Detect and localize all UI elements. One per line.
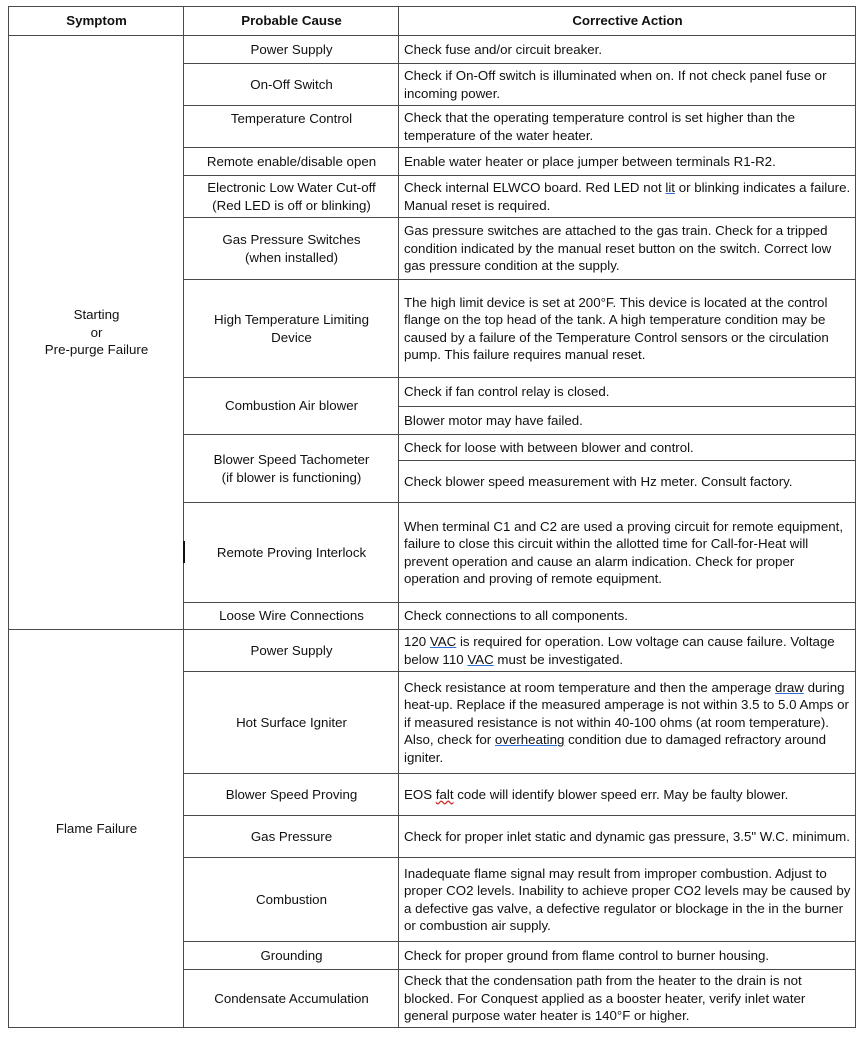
action-cell: Check if On-Off switch is illuminated when on. If not check panel fuse or incoming power. bbox=[399, 64, 856, 106]
cause-cell bbox=[184, 218, 399, 280]
action-cell: Check that the condensation path from the heater to the drain is not blocked. For Conquest applied as a booster heater, verify inlet water general purpose water heater is 140°F or higher. bbox=[399, 970, 856, 1028]
action-text: must be investigated. bbox=[493, 651, 624, 667]
symptom-line: Pre-purge Failure bbox=[44, 342, 149, 358]
action-cell: Gas pressure switches are attached to the gas train. Check for a tripped condition indicated by the manual reset button on the switch. Correct low gas pressure condition at the supply. bbox=[399, 218, 856, 280]
action-cell: Check fuse and/or circuit breaker. bbox=[399, 36, 856, 64]
cause-line: Electronic Low Water Cut-off bbox=[207, 180, 376, 195]
action-cell bbox=[399, 176, 856, 218]
spellcheck-word: VAC bbox=[467, 651, 494, 667]
spellcheck-word: overheating bbox=[494, 732, 565, 748]
cause-cell: Gas Pressure bbox=[184, 816, 399, 858]
action-text: Check resistance at room temperature and then the amperage bbox=[404, 679, 776, 695]
action-text: EOS bbox=[404, 786, 436, 802]
action-cell: Inadequate flame signal may result from improper combustion. Adjust to proper CO2 levels. Inability to achieve proper CO2 levels may be caused by a defective gas valve, a defective regulator or blockage in the in the burner or combustion air supply. bbox=[399, 858, 856, 942]
cause-cell: On-Off Switch bbox=[184, 64, 399, 106]
cause-cell: Condensate Accumulation bbox=[184, 970, 399, 1028]
cause-cell: Combustion Air blower bbox=[184, 378, 399, 435]
header-probable-cause: Probable Cause bbox=[184, 7, 399, 36]
spellcheck-word: draw bbox=[775, 679, 804, 695]
spellcheck-word: VAC bbox=[429, 634, 457, 649]
cause-cell: Combustion bbox=[184, 858, 399, 942]
spellcheck-word: lit bbox=[665, 180, 675, 195]
cause-cell: Power Supply bbox=[184, 630, 399, 672]
symptom-line: Starting bbox=[73, 307, 120, 323]
cause-line: Blower Speed Tachometer bbox=[213, 452, 370, 467]
action-cell: Check if fan control relay is closed. bbox=[399, 378, 856, 407]
action-text: 120 bbox=[404, 634, 430, 649]
action-cell: The high limit device is set at 200°F. This device is located at the control flange on the top head of the tank. A high temperature condition may be caused by a failure of the Temperature Control sensors or the circulation pump. This failure requires manual reset. bbox=[399, 280, 856, 378]
cause-line: (Red LED is off or blinking) bbox=[212, 197, 371, 213]
action-text: or blinking indicates a failure. Manual reset is required. bbox=[404, 180, 851, 213]
cause-cell: Temperature Control bbox=[184, 106, 399, 148]
action-text: condition due to damaged refractory around igniter. bbox=[404, 732, 827, 765]
symptom-line: Flame Failure bbox=[55, 820, 138, 836]
action-text: during heat-up. Replace if the measured amperage is not within 3.5 to 5.0 Amps or if measured resistance is not within 40-100 ohms (at room temperature). Also, check for bbox=[404, 679, 849, 748]
table-row bbox=[9, 36, 856, 64]
action-cell: Check for loose with between blower and control. bbox=[399, 435, 856, 461]
cause-cell bbox=[184, 435, 399, 503]
action-cell: Blower motor may have failed. bbox=[399, 407, 856, 435]
cause-line: High Temperature Limiting bbox=[214, 312, 369, 327]
cause-cell bbox=[184, 176, 399, 218]
symptom-starting-prepurge bbox=[9, 36, 184, 630]
cause-cell: Remote enable/disable open bbox=[184, 148, 399, 176]
action-cell: Check that the operating temperature control is set higher than the temperature of the water heater. bbox=[399, 106, 856, 148]
action-cell: Check connections to all components. bbox=[399, 603, 856, 630]
action-cell: Enable water heater or place jumper between terminals R1-R2. bbox=[399, 148, 856, 176]
action-text: is required for operation. Low voltage can cause failure. Voltage below 110 bbox=[404, 634, 835, 667]
cause-line: (if blower is functioning) bbox=[221, 469, 362, 485]
spellcheck-word: falt bbox=[435, 786, 454, 802]
symptom-line: or bbox=[90, 324, 103, 340]
header-symptom: Symptom bbox=[9, 7, 184, 36]
action-cell bbox=[399, 672, 856, 774]
cause-line: Device bbox=[271, 329, 312, 345]
action-text: Check internal ELWCO board. Red LED not bbox=[404, 180, 666, 195]
header-row bbox=[9, 7, 856, 36]
action-cell: When terminal C1 and C2 are used a proving circuit for remote equipment, failure to close this circuit within the allotted time for Call-for-Heat will prevent operation and cause an alarm indication. Check for proper operation and proving of remote equipment. bbox=[399, 503, 856, 603]
cause-cell: Remote Proving Interlock bbox=[184, 503, 399, 603]
symptom-flame-failure bbox=[9, 630, 184, 1028]
action-cell: Check for proper inlet static and dynamic gas pressure, 3.5" W.C. minimum. bbox=[399, 816, 856, 858]
cause-cell: Power Supply bbox=[184, 36, 399, 64]
action-text: code will identify blower speed err. May be faulty blower. bbox=[453, 786, 789, 802]
cause-cell bbox=[184, 280, 399, 378]
cause-line: Gas Pressure Switches bbox=[222, 232, 361, 247]
cause-cell: Blower Speed Proving bbox=[184, 774, 399, 816]
cause-line: (when installed) bbox=[244, 249, 339, 265]
cause-cell: Loose Wire Connections bbox=[184, 603, 399, 630]
header-corrective-action: Corrective Action bbox=[399, 7, 856, 36]
cause-cell: Hot Surface Igniter bbox=[184, 672, 399, 774]
action-cell: Check blower speed measurement with Hz meter. Consult factory. bbox=[399, 461, 856, 503]
action-cell bbox=[399, 774, 856, 816]
table-row bbox=[9, 630, 856, 672]
cause-cell: Grounding bbox=[184, 942, 399, 970]
troubleshooting-table bbox=[8, 6, 856, 1028]
text-cursor-mark bbox=[183, 541, 185, 563]
action-cell: Check for proper ground from flame control to burner housing. bbox=[399, 942, 856, 970]
action-cell bbox=[399, 630, 856, 672]
